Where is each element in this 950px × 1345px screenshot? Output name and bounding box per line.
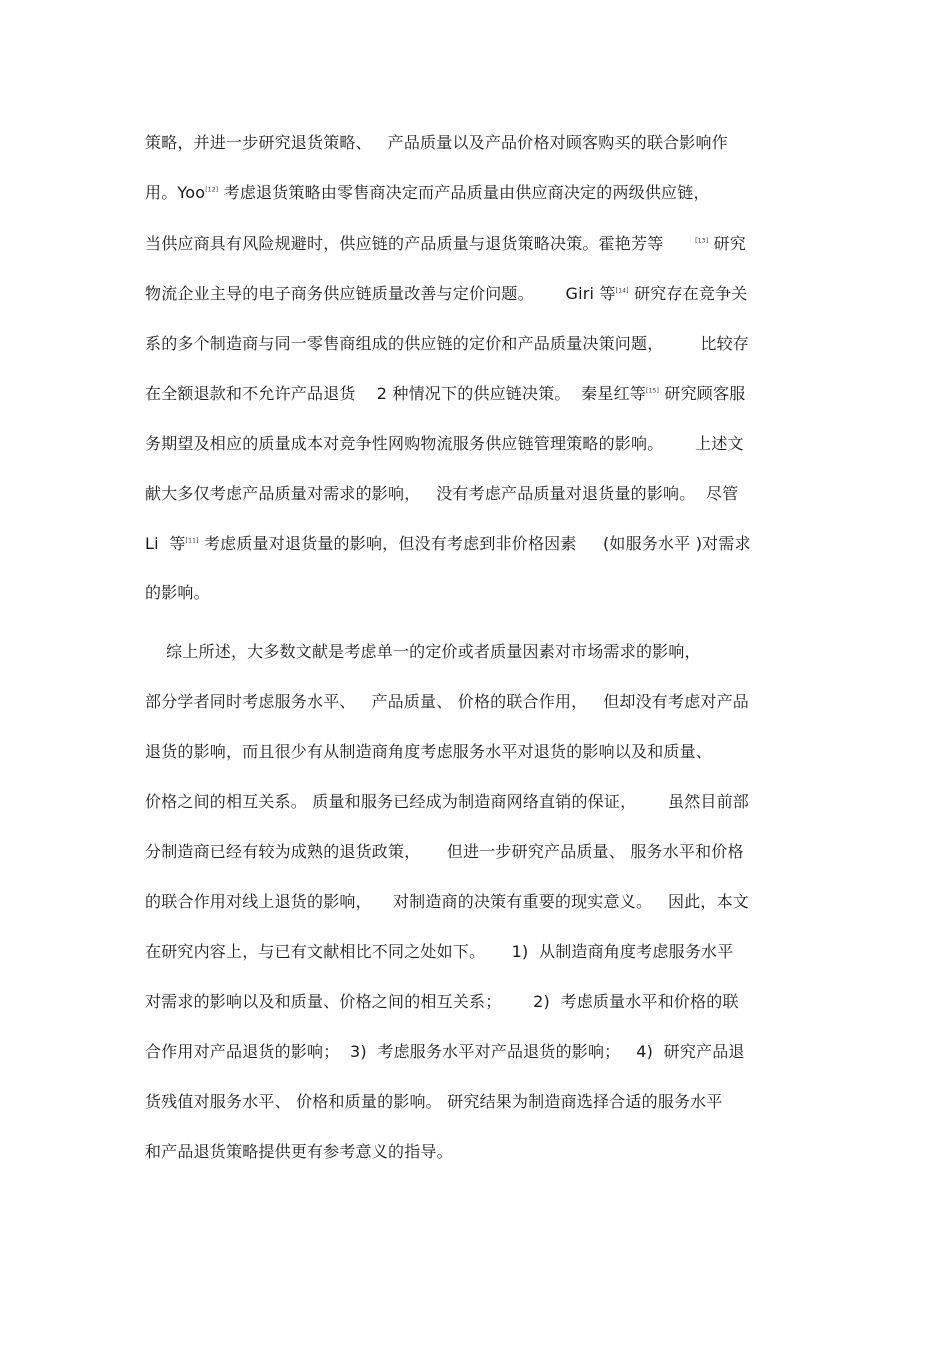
text-line: 综上所述，大多数文献是考虑单一的定价或者质量因素对市场需求的影响， xyxy=(145,642,701,661)
text-line: 在研究内容上，与已有文献相比不同之处如下。 1) 从制造商角度考虑服务水平 xyxy=(145,942,734,961)
text-line: 的影响。 xyxy=(145,583,210,602)
text-line: 献大多仅考虑产品质量对需求的影响， 没有考虑产品质量对退货量的影响。 尽管 xyxy=(145,484,739,503)
text-line: 在全额退款和不允许产品退货 2 种情况下的供应链决策。 秦星红等[15] 研究顾客服 xyxy=(145,384,746,403)
text-line: 货残值对服务水平、 价格和质量的影响。 研究结果为制造商选择合适的服务水平 xyxy=(145,1092,723,1111)
citation-marker: [15] xyxy=(645,387,660,395)
text-line: 策略，并进一步研究退货策略、 产品质量以及产品价格对顾客购买的联合影响作 xyxy=(145,133,728,152)
text-line: 和产品退货策略提供更有参考意义的指导。 xyxy=(145,1142,453,1161)
text-line: 当供应商具有风险规避时，供应链的产品质量与退货策略决策。霍艳芳等 [13] 研究 xyxy=(145,234,746,253)
text-line: 部分学者同时考虑服务水平、 产品质量、 价格的联合作用， 但却没有考虑对产品 xyxy=(145,692,750,711)
text-line: 合作用对产品退货的影响； 3) 考虑服务水平对产品退货的影响； 4) 研究产品退 xyxy=(145,1042,745,1061)
text-line: 的联合作用对线上退货的影响， 对制造商的决策有重要的现实意义。 因此，本文 xyxy=(145,892,750,911)
text-line: 务期望及相应的质量成本对竞争性网购物流服务供应链管理策略的影响。 上述文 xyxy=(145,434,744,453)
text-line: 物流企业主导的电子商务供应链质量改善与定价问题。 Giri 等[14] 研究存在竞争关 xyxy=(145,284,748,303)
text-line: 价格之间的相互关系。 质量和服务已经成为制造商网络直销的保证， 虽然目前部 xyxy=(145,792,750,811)
text-line: 系的多个制造商与同一零售商组成的供应链的定价和产品质量决策问题， 比较存 xyxy=(145,334,750,353)
citation-marker: [13] xyxy=(695,237,709,245)
text-line: 对需求的影响以及和质量、价格之间的相互关系； 2) 考虑质量水平和价格的联 xyxy=(145,992,739,1011)
citation-marker: [14] xyxy=(615,287,629,295)
text-line: 退货的影响，而且很少有从制造商角度考虑服务水平对退货的影响以及和质量、 xyxy=(145,742,713,761)
citation-marker: [11] xyxy=(185,537,199,545)
text-line: Li 等[11] 考虑质量对退货量的影响，但没有考虑到非价格因素 (如服务水平 )对需求 xyxy=(145,534,751,553)
text-line: 用。Yoo[12] 考虑退货策略由零售商决定而产品质量由供应商决定的两级供应链， xyxy=(145,183,710,202)
text-line: 分制造商已经有较为成熟的退货政策， 但进一步研究产品质量、 服务水平和价格 xyxy=(145,842,744,861)
citation-marker: [12] xyxy=(205,186,219,194)
